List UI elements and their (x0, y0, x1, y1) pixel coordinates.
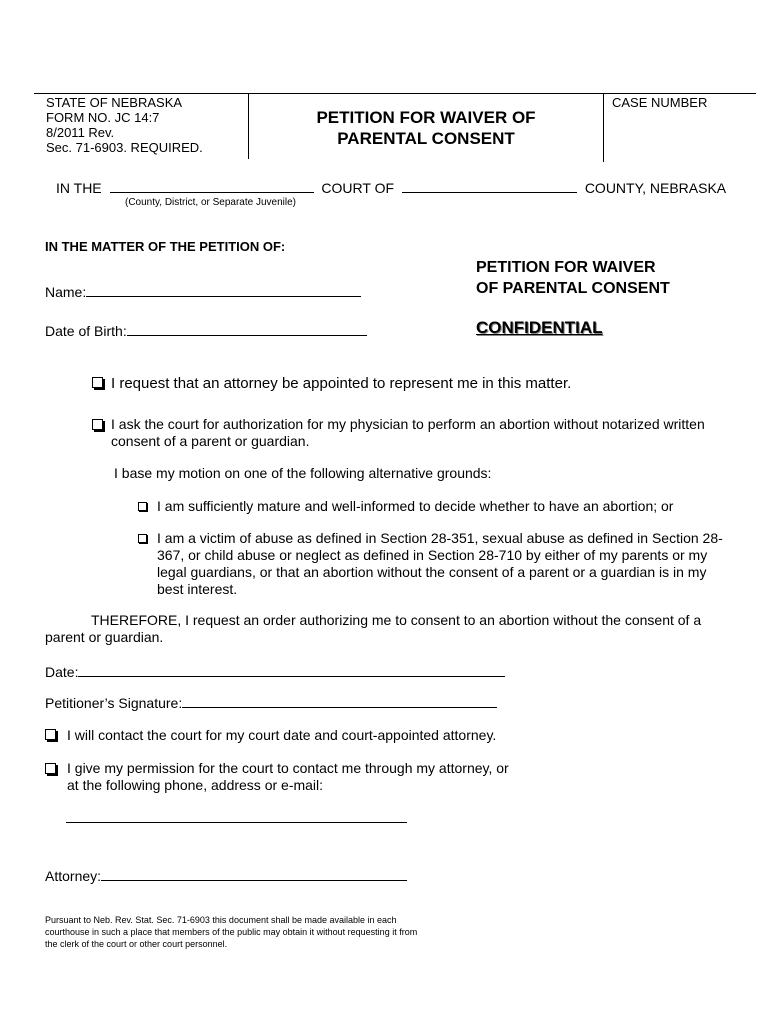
county-field[interactable] (402, 178, 577, 193)
ground-mature-text: I am sufficiently mature and well-informed to decide whether to have an abortion; or (157, 498, 674, 514)
name-field[interactable] (86, 282, 361, 297)
state-label: STATE OF NEBRASKA (46, 95, 183, 110)
dob-row (45, 321, 367, 340)
attorney-request-option (92, 375, 732, 393)
side-title (476, 257, 670, 299)
name-label: Name: (45, 284, 87, 300)
authorization-checkbox[interactable] (92, 419, 103, 430)
form-number: FORM NO. JC 14:7 (46, 110, 160, 125)
ground-abuse-text: I am a victim of abuse as defined in Section 28-351, sexual abuse as defined in Section 28-367, or child abuse or neglect as defined in Section 28-710 by either of my parents or my legal guardians, or that an abortion without the consent of a parent or a guardian is in my best interest. (157, 530, 723, 597)
confidential-label: CONFIDENTIAL (476, 318, 603, 337)
ground-abuse-option (138, 530, 728, 598)
attorney-request-checkbox[interactable] (92, 377, 103, 388)
court-line (56, 178, 726, 197)
revision-date: 8/2011 Rev. (46, 125, 115, 140)
contact-court-checkbox[interactable] (45, 729, 56, 740)
header-divider-right (603, 93, 604, 162)
authorization-option (92, 416, 722, 450)
petitioner-label: Petitioner’s Signature: (45, 695, 183, 711)
dob-label: Date of Birth: (45, 323, 127, 339)
court-type-field[interactable] (110, 178, 314, 193)
matter-heading: IN THE MATTER OF THE PETITION OF: (45, 239, 286, 254)
ground-mature-checkbox[interactable] (138, 502, 147, 511)
attorney-request-text: I request that an attorney be appointed to represent me in this matter. (111, 375, 572, 392)
dob-field[interactable] (127, 321, 367, 336)
footer-note: Pursuant to Neb. Rev. Stat. Sec. 71-6903 this document shall be made available in each courthouse in such a place that members of the public may obtain it without requesting it from the clerk of the court or other court personnel. (45, 915, 418, 949)
statute-section: Sec. 71-6903. REQUIRED. (46, 140, 203, 155)
case-number-label: CASE NUMBER (612, 95, 708, 110)
permission-text: I give my permission for the court to contact me through my attorney, or at the following phone, address or e-mail: (67, 760, 509, 793)
court-of-label: COURT OF (321, 180, 395, 196)
form-title-line1: PETITION FOR WAIVER OF (316, 108, 536, 127)
form-info (46, 95, 246, 155)
side-title-line2: OF PARENTAL CONSENT (476, 280, 670, 297)
side-title-line1: PETITION FOR WAIVER (476, 259, 656, 276)
petitioner-row (45, 693, 497, 712)
form-title (250, 107, 602, 149)
attorney-field[interactable] (101, 866, 407, 881)
form-title-line2: PARENTAL CONSENT (337, 129, 515, 148)
contact-info-field[interactable] (66, 822, 407, 823)
permission-checkbox[interactable] (45, 763, 56, 774)
contact-court-option (45, 727, 685, 744)
court-hint: (County, District, or Separate Juvenile) (125, 197, 296, 208)
attorney-label: Attorney: (45, 868, 102, 884)
name-row (45, 282, 361, 301)
ground-abuse-checkbox[interactable] (138, 534, 147, 543)
authorization-text: I ask the court for authorization for my physician to perform an abortion without notarized written consent of a parent or guardian. (111, 416, 705, 449)
header-divider-left (248, 93, 249, 159)
case-number-field[interactable] (606, 112, 754, 160)
in-the-label: IN THE (56, 180, 102, 196)
ground-mature-option (138, 498, 728, 515)
contact-court-text: I will contact the court for my court date and court-appointed attorney. (67, 727, 497, 743)
permission-option (45, 760, 515, 794)
date-row (45, 662, 505, 681)
county-nebraska-label: COUNTY, NEBRASKA (584, 180, 727, 196)
petitioner-signature-field[interactable] (182, 693, 497, 708)
therefore-text: THEREFORE, I request an order authorizing me to consent to an abortion without the consent of a parent or guardian. (45, 612, 702, 645)
attorney-row (45, 866, 407, 885)
date-field[interactable] (78, 662, 505, 677)
date-label: Date: (45, 664, 79, 680)
base-motion-text: I base my motion on one of the following alternative grounds: (114, 465, 492, 481)
